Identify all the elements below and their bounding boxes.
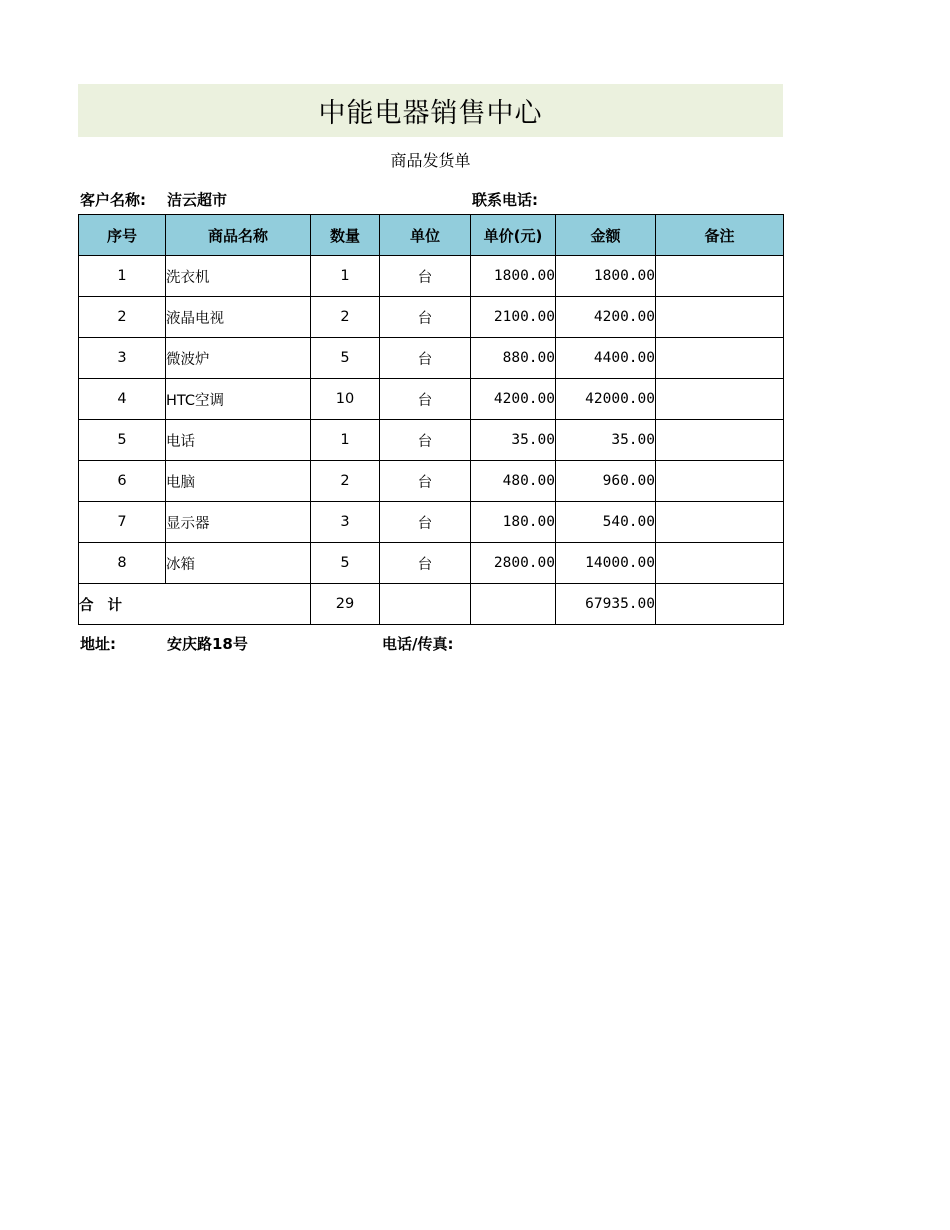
- document-subtitle: [78, 137, 783, 181]
- cell-index: 5: [79, 420, 166, 461]
- cell-amount: 42000.00: [556, 379, 656, 420]
- cell-unit: 台: [380, 256, 471, 297]
- cell-amount: 540.00: [556, 502, 656, 543]
- table-row: [79, 461, 784, 502]
- table-row: [79, 379, 784, 420]
- cell-quantity: 10: [311, 379, 380, 420]
- cell-amount: 4200.00: [556, 297, 656, 338]
- cell-unit: 台: [380, 420, 471, 461]
- col-header-amount: 金额: [556, 215, 656, 256]
- table-row: [79, 297, 784, 338]
- cell-index: 8: [79, 543, 166, 584]
- total-amount: 67935.00: [556, 584, 656, 625]
- cell-product-name: HTC空调: [166, 379, 311, 420]
- cell-amount: 35.00: [556, 420, 656, 461]
- col-header-index: 序号: [79, 215, 166, 256]
- contact-phone-label: 联系电话:: [472, 191, 538, 209]
- cell-quantity: 5: [311, 338, 380, 379]
- phone-fax-label: 电话/传真:: [382, 635, 454, 653]
- col-header-remarks: 备注: [656, 215, 784, 256]
- table-row: [79, 256, 784, 297]
- total-price-empty: [471, 584, 556, 625]
- cell-product-name: 液晶电视: [166, 297, 311, 338]
- cell-index: 3: [79, 338, 166, 379]
- cell-index: 1: [79, 256, 166, 297]
- cell-remarks: [656, 543, 784, 584]
- cell-product-name: 冰箱: [166, 543, 311, 584]
- total-row: [79, 584, 784, 625]
- cell-amount: 14000.00: [556, 543, 656, 584]
- cell-product-name: 电话: [166, 420, 311, 461]
- subtitle-text: 商品发货单: [390, 150, 471, 170]
- total-quantity: 29: [311, 584, 380, 625]
- footer-info-row: [78, 625, 783, 659]
- cell-remarks: [656, 297, 784, 338]
- cell-quantity: 5: [311, 543, 380, 584]
- cell-index: 2: [79, 297, 166, 338]
- total-unit-empty: [380, 584, 471, 625]
- cell-remarks: [656, 338, 784, 379]
- cell-product-name: 洗衣机: [166, 256, 311, 297]
- cell-amount: 4400.00: [556, 338, 656, 379]
- customer-name-value: 洁云超市: [167, 191, 228, 209]
- company-title: 中能电器销售中心: [318, 98, 543, 129]
- customer-info-row: [78, 181, 783, 214]
- cell-unit: 台: [380, 543, 471, 584]
- cell-product-name: 电脑: [166, 461, 311, 502]
- table-row: [79, 338, 784, 379]
- company-title-band: [78, 84, 783, 137]
- col-header-product-name: 商品名称: [166, 215, 311, 256]
- address-value: 安庆路18号: [167, 635, 248, 653]
- cell-amount: 1800.00: [556, 256, 656, 297]
- cell-quantity: 2: [311, 461, 380, 502]
- cell-unit-price: 180.00: [471, 502, 556, 543]
- cell-quantity: 3: [311, 502, 380, 543]
- cell-remarks: [656, 420, 784, 461]
- table-header-row: [79, 215, 784, 256]
- customer-name-label: 客户名称:: [80, 191, 146, 209]
- cell-remarks: [656, 256, 784, 297]
- cell-quantity: 1: [311, 420, 380, 461]
- cell-product-name: 微波炉: [166, 338, 311, 379]
- cell-index: 7: [79, 502, 166, 543]
- cell-unit-price: 880.00: [471, 338, 556, 379]
- total-remarks-empty: [656, 584, 784, 625]
- shipment-table: [78, 214, 784, 625]
- cell-index: 6: [79, 461, 166, 502]
- cell-amount: 960.00: [556, 461, 656, 502]
- col-header-quantity: 数量: [311, 215, 380, 256]
- cell-unit: 台: [380, 379, 471, 420]
- table-row: [79, 543, 784, 584]
- address-label: 地址:: [80, 635, 116, 653]
- cell-quantity: 1: [311, 256, 380, 297]
- col-header-unit: 单位: [380, 215, 471, 256]
- cell-remarks: [656, 502, 784, 543]
- cell-unit-price: 4200.00: [471, 379, 556, 420]
- cell-unit-price: 2800.00: [471, 543, 556, 584]
- cell-product-name: 显示器: [166, 502, 311, 543]
- cell-remarks: [656, 379, 784, 420]
- cell-unit-price: 1800.00: [471, 256, 556, 297]
- cell-index: 4: [79, 379, 166, 420]
- cell-unit-price: 35.00: [471, 420, 556, 461]
- cell-unit: 台: [380, 461, 471, 502]
- cell-unit: 台: [380, 502, 471, 543]
- cell-unit-price: 480.00: [471, 461, 556, 502]
- cell-unit-price: 2100.00: [471, 297, 556, 338]
- cell-unit: 台: [380, 338, 471, 379]
- cell-unit: 台: [380, 297, 471, 338]
- col-header-unit-price: 单价(元): [471, 215, 556, 256]
- table-row: [79, 420, 784, 461]
- table-row: [79, 502, 784, 543]
- invoice-sheet: [78, 84, 783, 659]
- total-label: 合计: [79, 584, 311, 625]
- cell-remarks: [656, 461, 784, 502]
- cell-quantity: 2: [311, 297, 380, 338]
